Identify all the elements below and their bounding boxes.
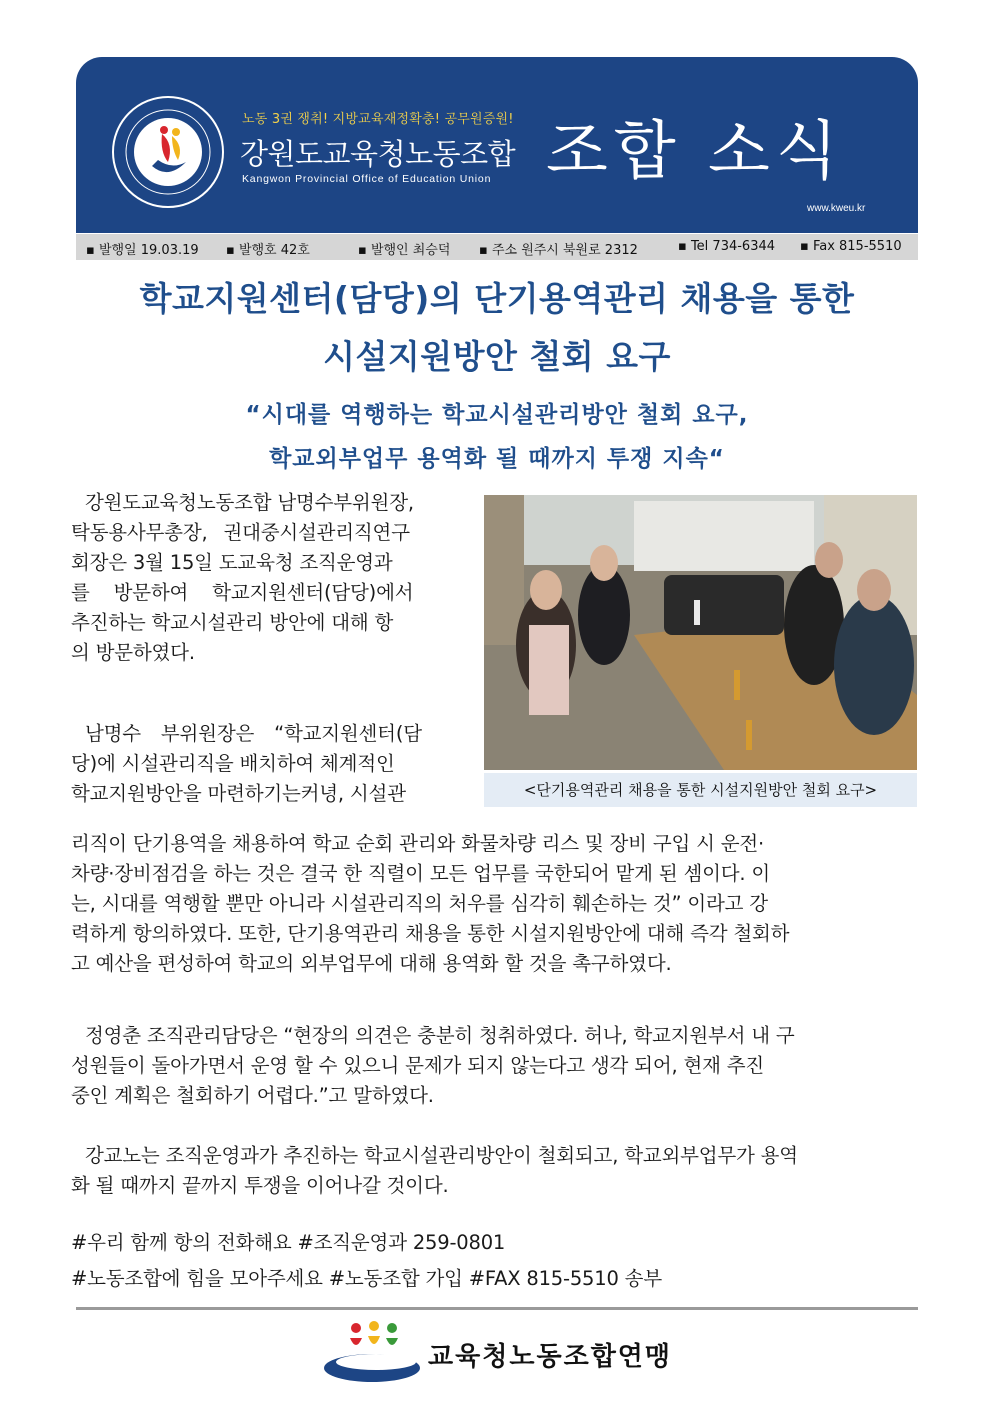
issue-date: ▪ 발행일 19.03.19 bbox=[86, 243, 199, 258]
publication-info-bar bbox=[76, 234, 918, 260]
p3-line: 중인 계획은 철회하기 어렵다.”고 말하였다. bbox=[71, 1084, 434, 1107]
subhead-line-1: “시대를 역행하는 학교시설관리방안 철회 요구, bbox=[245, 402, 749, 428]
paragraph-2-narrow bbox=[71, 719, 461, 809]
p3-line: 성원들이 돌아가면서 운영 할 수 있으니 문제가 되지 않는다고 생각 되어, 현재 추진 bbox=[71, 1054, 765, 1077]
headline-line-1: 학교지원센터(담당)의 단기용역관리 채용을 통한 bbox=[139, 279, 855, 318]
newsletter-title: 조합 소식 bbox=[546, 115, 844, 189]
p2-line: 력하게 항의하였다. 또한, 단기용역관리 채용을 통한 시설지원방안에 대해 즉각 철회하 bbox=[71, 922, 790, 945]
address: ▪ 주소 원주시 북원로 2312 bbox=[479, 243, 638, 258]
p1-line: 추진하는 학교시설관리 방안에 대해 항 bbox=[71, 611, 394, 634]
p1-line: 를 방문하여 학교지원센터(담당)에서 bbox=[71, 581, 414, 604]
federation-logo bbox=[322, 1318, 432, 1388]
photo-caption: <단기용역관리 채용을 통한 시설지원방안 철회 요구> bbox=[484, 773, 917, 807]
subhead-line-2: 학교외부업무 용역화 될 때까지 투쟁 지속“ bbox=[269, 446, 725, 472]
p2-line: 당)에 시설관리직을 배치하여 체계적인 bbox=[71, 752, 395, 775]
footer-divider bbox=[76, 1307, 918, 1310]
paragraph-4 bbox=[71, 1141, 921, 1201]
p1-line: 강원도교육청노동조합 남명수부위원장, bbox=[85, 491, 414, 514]
meeting-photo bbox=[484, 495, 917, 770]
p2-line: 남명수 부위원장은 “학교지원센터(담 bbox=[85, 722, 422, 745]
p2-line: 차량·장비점검을 하는 것은 결국 한 직렬이 모든 업무를 국한되어 맡게 된 셈이다. 이 bbox=[71, 862, 771, 885]
paragraph-3 bbox=[71, 1021, 921, 1111]
paragraph-2-wide bbox=[71, 829, 921, 979]
fax: ▪ Fax 815-5510 bbox=[800, 239, 902, 254]
p2-line: 는, 시대를 역행할 뿐만 아니라 시설관리직의 처우를 심각히 훼손하는 것” 이라고 강 bbox=[71, 892, 768, 915]
p1-line: 의 방문하였다. bbox=[71, 641, 195, 664]
p2-line: 학교지원방안을 마련하기는커녕, 시설관 bbox=[71, 782, 406, 805]
p3-line: 정영춘 조직관리담당은 “현장의 의견은 충분히 청취하였다. 허나, 학교지원부서 내 구 bbox=[85, 1024, 795, 1047]
union-seal-logo bbox=[112, 96, 224, 208]
p2-line: 고 예산을 편성하여 학교의 외부업무에 대해 용역화 할 것을 촉구하였다. bbox=[71, 952, 672, 975]
paragraph-1 bbox=[71, 488, 461, 668]
p1-line: 탁동용사무총장, 권대중시설관리직연구 bbox=[71, 521, 410, 544]
telephone: ▪ Tel 734-6344 bbox=[678, 239, 776, 254]
website-link[interactable]: www.kweu.kr bbox=[807, 203, 866, 214]
headline-line-2: 시설지원방안 철회 요구 bbox=[323, 337, 671, 376]
p4-line: 강교노는 조직운영과가 추진하는 학교시설관리방안이 철회되고, 학교외부업무가 용역 bbox=[85, 1144, 798, 1167]
publisher: ▪ 발행인 최승덕 bbox=[358, 243, 451, 258]
hashtag-line-1: #우리 함께 항의 전화해요 #조직운영과 259-0801 bbox=[71, 1231, 506, 1254]
p2-line: 리직이 단기용역을 채용하여 학교 순회 관리와 화물차량 리스 및 장비 구입 시 운전· bbox=[71, 832, 765, 855]
p4-line: 화 될 때까지 끝까지 투쟁을 이어나갈 것이다. bbox=[71, 1174, 449, 1197]
union-name: 강원도교육청노동조합 bbox=[240, 137, 516, 171]
issue-number: ▪ 발행호 42호 bbox=[226, 243, 310, 258]
union-name-english: Kangwon Provincial Office of Education Union bbox=[242, 173, 492, 185]
header-slogan: 노동 3권 쟁취! 지방교육재정확충! 공무원증원! bbox=[242, 112, 514, 127]
federation-name: 교육청노동조합연맹 bbox=[428, 1342, 673, 1372]
p1-line: 회장은 3월 15일 도교육청 조직운영과 bbox=[71, 551, 393, 574]
hashtag-line-2: #노동조합에 힘을 모아주세요 #노동조합 가입 #FAX 815-5510 송부 bbox=[71, 1267, 662, 1290]
